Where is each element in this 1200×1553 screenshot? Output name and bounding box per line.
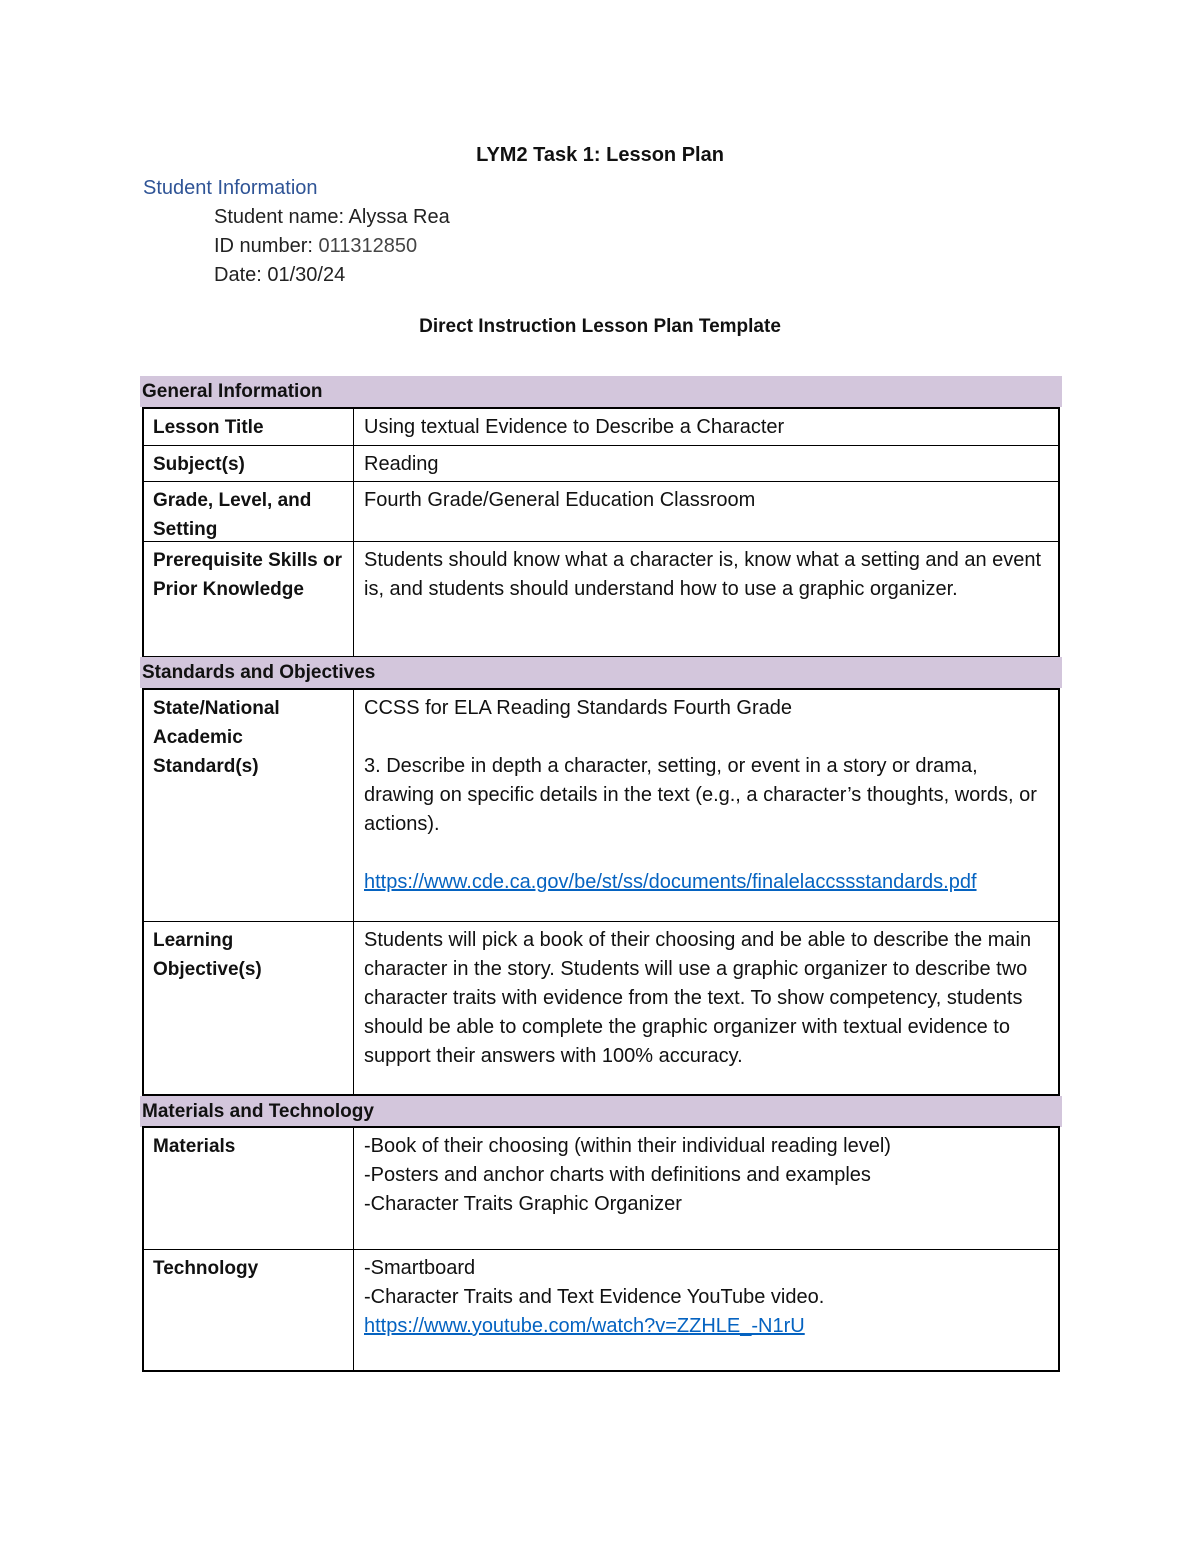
objectives-value: Students will pick a book of their choosing and be able to describe the main character in the story. Students will use a graphic organizer to describe two character traits with evidence from the text. To show competency, students should be able to complete the graphic organizer with textual evidence to support their answers with 100% accuracy.: [364, 929, 1032, 1067]
lesson-title-value: Using textual Evidence to Describe a Character: [364, 416, 785, 438]
materials-tech-band: Materials and Technology: [140, 1096, 1062, 1127]
grade-label: Grade, Level, and Setting: [144, 482, 354, 541]
technology-item-2: -Character Traits and Text Evidence YouTube video.: [364, 1286, 825, 1308]
template-title: Direct Instruction Lesson Plan Template: [419, 316, 781, 337]
materials-item-1: -Book of their choosing (within their individual reading level): [364, 1135, 891, 1157]
standards-table: [142, 688, 1060, 1096]
standards-content: [354, 690, 1058, 921]
prereq-value: Students should know what a character is, know what a setting and an event is, and students should understand how to use a graphic organizer.: [364, 549, 1042, 600]
date-line: [214, 264, 345, 287]
standards-line-1: CCSS for ELA Reading Standards Fourth Grade: [364, 697, 793, 719]
student-name-value: Alyssa Rea: [348, 206, 450, 228]
technology-content: [354, 1250, 1058, 1370]
grade-value: Fourth Grade/General Education Classroom: [364, 489, 756, 511]
objectives-row: [144, 921, 1058, 1094]
lesson-title-label: Lesson Title: [144, 409, 354, 445]
technology-label: Technology: [144, 1250, 354, 1370]
materials-content: [354, 1128, 1058, 1249]
date-value: 01/30/24: [267, 264, 346, 286]
prereq-label: Prerequisite Skills or Prior Knowledge: [144, 542, 354, 656]
subjects-row: [144, 445, 1058, 481]
materials-row: [144, 1128, 1058, 1249]
standards-band: Standards and Objectives: [140, 657, 1062, 688]
document-title: LYM2 Task 1: Lesson Plan: [476, 144, 724, 166]
student-name-line: [214, 206, 450, 229]
general-info-band: General Information: [140, 376, 1062, 407]
lesson-title-row: [144, 409, 1058, 445]
general-info-table: [142, 407, 1060, 658]
standards-link[interactable]: https://www.cde.ca.gov/be/st/ss/documents/finalelaccssstandards.pdf: [364, 871, 977, 893]
standards-label: State/National Academic Standard(s): [144, 690, 354, 921]
student-id-label: ID number:: [214, 235, 319, 257]
standards-row: [144, 690, 1058, 921]
student-info-heading: Student Information: [143, 177, 318, 199]
subjects-value: Reading: [364, 453, 439, 475]
youtube-link[interactable]: https://www.youtube.com/watch?v=ZZHLE_-N1rU: [364, 1315, 805, 1337]
standards-line-2: 3. Describe in depth a character, setting, or event in a story or drama, drawing on specific details in the text (e.g., a character’s thoughts, words, or actions).: [364, 755, 1037, 835]
subjects-label: Subject(s): [144, 446, 354, 481]
student-id-value: 011312850: [318, 235, 418, 257]
objectives-label: Learning Objective(s): [144, 922, 354, 1094]
student-id-line: [214, 235, 417, 258]
materials-label: Materials: [144, 1128, 354, 1249]
materials-item-3: -Character Traits Graphic Organizer: [364, 1193, 682, 1215]
technology-item-1: -Smartboard: [364, 1257, 476, 1279]
grade-row: [144, 481, 1058, 541]
materials-tech-table: [142, 1126, 1060, 1372]
date-label: Date:: [214, 264, 268, 286]
technology-row: [144, 1249, 1058, 1370]
prereq-row: [144, 541, 1058, 656]
materials-item-2: -Posters and anchor charts with definitions and examples: [364, 1164, 871, 1186]
student-name-label: Student name:: [214, 206, 349, 228]
